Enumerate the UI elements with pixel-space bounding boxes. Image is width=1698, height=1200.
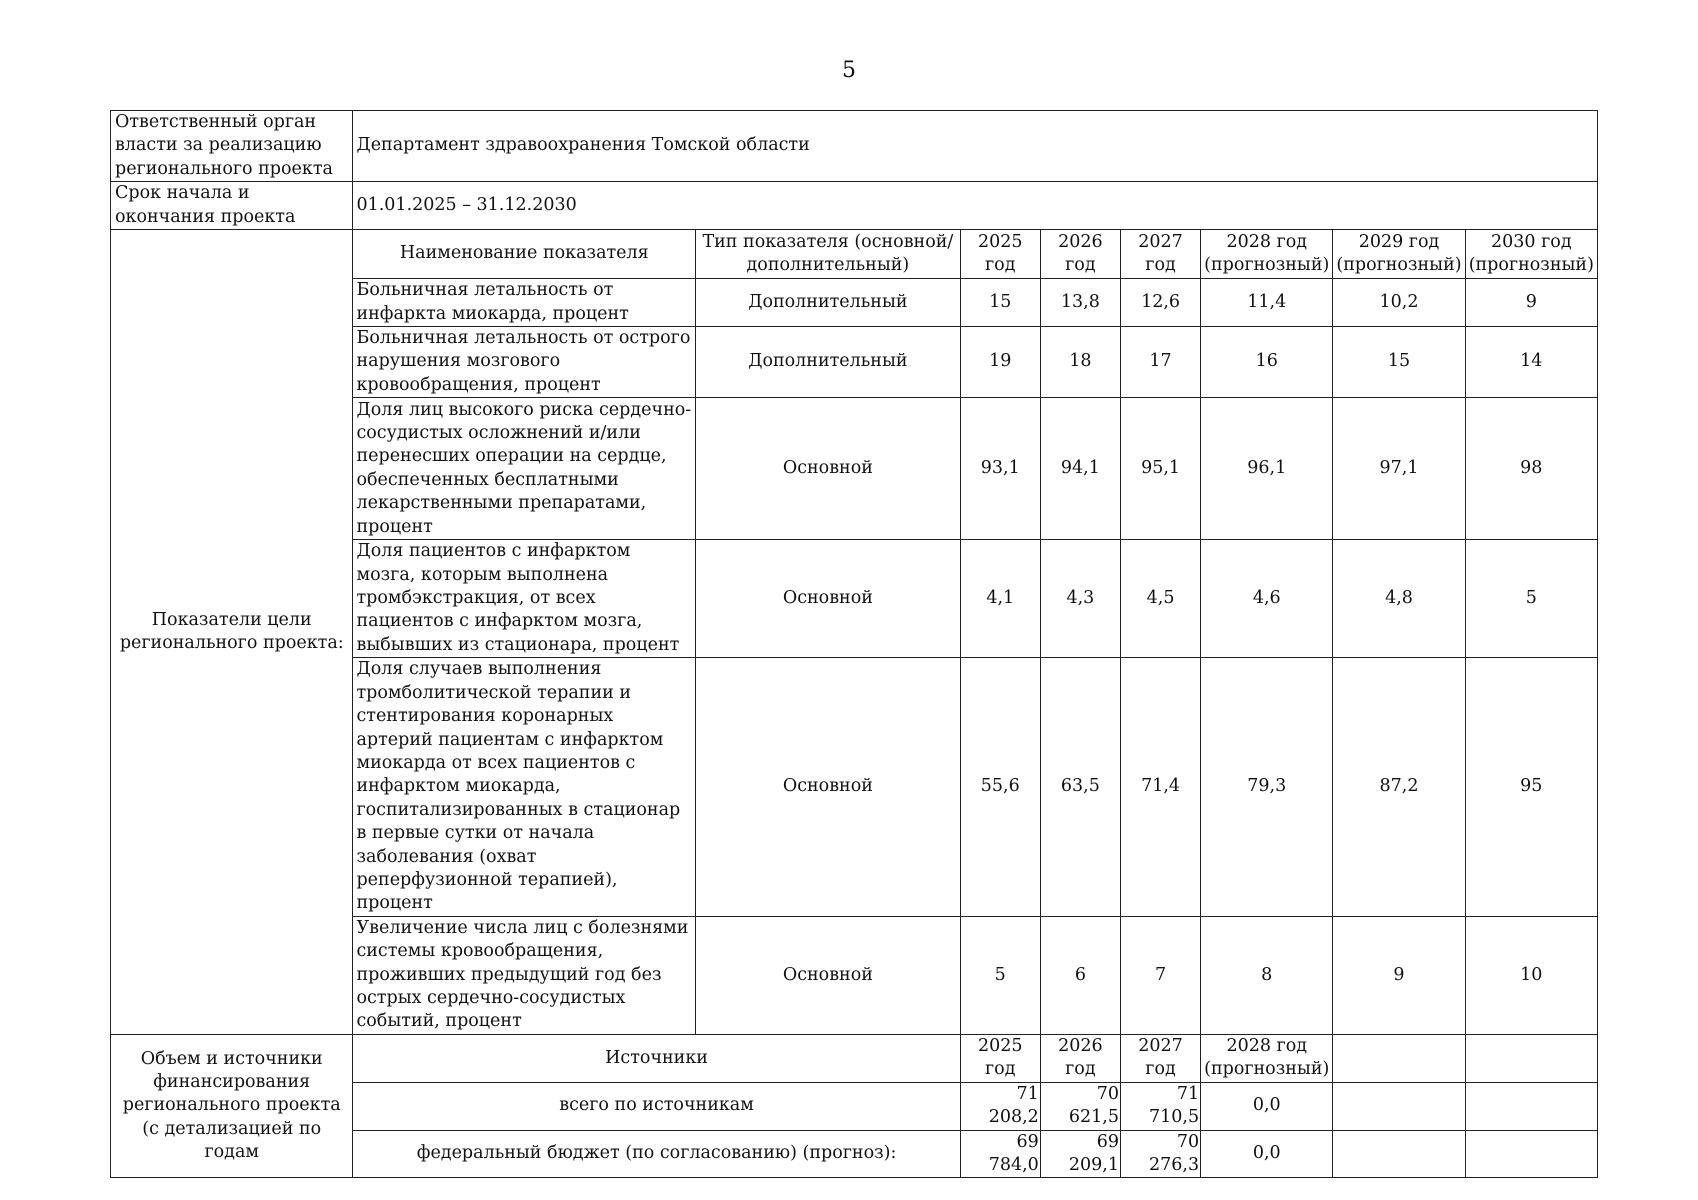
indicator-value-2028: 79,3	[1201, 658, 1333, 916]
fin-header-year-2028: 2028 год (прогнозный)	[1201, 1034, 1333, 1082]
indicator-type: Основной	[696, 916, 961, 1034]
indicator-value-2026: 13,8	[1040, 279, 1120, 327]
header-year-2029: 2029 год (прогнозный)	[1333, 230, 1465, 279]
indicator-value-2027: 17	[1120, 327, 1200, 398]
term-label: Срок начала и окончания проекта	[111, 182, 353, 230]
indicator-value-2028: 11,4	[1201, 279, 1333, 327]
financing-value-2026: 70 621,5	[1040, 1082, 1120, 1130]
indicator-value-2025: 55,6	[960, 658, 1040, 916]
financing-header-row	[111, 1034, 1598, 1082]
indicator-value-2030: 5	[1465, 540, 1597, 658]
indicator-value-2028: 96,1	[1201, 398, 1333, 540]
indicator-value-2027: 95,1	[1120, 398, 1200, 540]
header-year-2025: 2025 год	[960, 230, 1040, 279]
empty-cell	[1333, 1130, 1465, 1178]
indicator-value-2028: 16	[1201, 327, 1333, 398]
header-year-2026: 2026 год	[1040, 230, 1120, 279]
indicator-value-2026: 4,3	[1040, 540, 1120, 658]
indicator-value-2027: 4,5	[1120, 540, 1200, 658]
indicator-name: Увеличение числа лиц с болезнями системы кровообращения, проживших предыдущий год без острых сердечно-сосудистых событий, процент	[353, 916, 696, 1034]
indicator-value-2029: 9	[1333, 916, 1465, 1034]
indicators-header-row	[111, 230, 1598, 279]
indicator-value-2026: 94,1	[1040, 398, 1120, 540]
empty-cell	[1333, 1082, 1465, 1130]
financing-label: Объем и источники финансирования регионального проекта (с детализацией по годам	[111, 1034, 353, 1178]
indicator-value-2028: 4,6	[1201, 540, 1333, 658]
indicator-value-2027: 71,4	[1120, 658, 1200, 916]
indicator-type: Основной	[696, 398, 961, 540]
financing-source: всего по источникам	[353, 1082, 960, 1130]
responsible-label: Ответственный орган власти за реализацию регионального проекта	[111, 111, 353, 182]
financing-value-2028: 0,0	[1201, 1082, 1333, 1130]
indicator-value-2025: 4,1	[960, 540, 1040, 658]
fin-header-year-2027: 2027 год	[1120, 1034, 1200, 1082]
indicator-type: Основной	[696, 658, 961, 916]
term-value: 01.01.2025 – 31.12.2030	[353, 182, 1598, 230]
indicator-name: Больничная летальность от инфаркта миокарда, процент	[353, 279, 696, 327]
fin-header-year-2026: 2026 год	[1040, 1034, 1120, 1082]
page-number: 5	[842, 58, 856, 83]
indicator-value-2029: 10,2	[1333, 279, 1465, 327]
indicator-name: Больничная летальность от острого нарушения мозгового кровообращения, процент	[353, 327, 696, 398]
indicator-value-2026: 63,5	[1040, 658, 1120, 916]
indicator-type: Дополнительный	[696, 279, 961, 327]
indicator-value-2029: 87,2	[1333, 658, 1465, 916]
indicator-value-2025: 5	[960, 916, 1040, 1034]
indicator-value-2029: 97,1	[1333, 398, 1465, 540]
empty-cell	[1333, 1034, 1465, 1082]
header-indicator-type: Тип показателя (основной/дополнительный)	[696, 230, 961, 279]
empty-cell	[1465, 1130, 1597, 1178]
indicator-value-2027: 7	[1120, 916, 1200, 1034]
indicator-type: Дополнительный	[696, 327, 961, 398]
indicator-value-2026: 6	[1040, 916, 1120, 1034]
indicator-value-2030: 10	[1465, 916, 1597, 1034]
financing-value-2027: 70 276,3	[1120, 1130, 1200, 1178]
empty-cell	[1465, 1082, 1597, 1130]
indicator-value-2028: 8	[1201, 916, 1333, 1034]
indicator-value-2027: 12,6	[1120, 279, 1200, 327]
header-sources: Источники	[353, 1034, 960, 1082]
passport-table	[110, 110, 1598, 1178]
financing-value-2026: 69 209,1	[1040, 1130, 1120, 1178]
indicator-value-2029: 15	[1333, 327, 1465, 398]
indicator-value-2025: 15	[960, 279, 1040, 327]
indicator-value-2026: 18	[1040, 327, 1120, 398]
row-responsible	[111, 111, 1598, 182]
header-year-2027: 2027 год	[1120, 230, 1200, 279]
indicator-value-2030: 9	[1465, 279, 1597, 327]
indicator-type: Основной	[696, 540, 961, 658]
header-indicator-name: Наименование показателя	[353, 230, 696, 279]
financing-value-2027: 71 710,5	[1120, 1082, 1200, 1130]
responsible-value: Департамент здравоохранения Томской области	[353, 111, 1598, 182]
indicator-value-2025: 19	[960, 327, 1040, 398]
indicator-value-2029: 4,8	[1333, 540, 1465, 658]
row-term	[111, 182, 1598, 230]
header-year-2028: 2028 год (прогнозный)	[1201, 230, 1333, 279]
financing-value-2025: 69 784,0	[960, 1130, 1040, 1178]
indicator-name: Доля случаев выполнения тромболитической терапии и стентирования коронарных артерий пациентам с инфарктом миокарда от всех пациентов с инфарктом миокарда, госпитализированных в стационар в первые сутки от начала заболевания (охват реперфузионной терапией), процент	[353, 658, 696, 916]
indicator-name: Доля пациентов с инфарктом мозга, которым выполнена тромбэкстракция, от всех пациентов с инфарктом мозга, выбывших из стационара, процент	[353, 540, 696, 658]
indicator-value-2030: 14	[1465, 327, 1597, 398]
financing-source: федеральный бюджет (по согласованию) (прогноз):	[353, 1130, 960, 1178]
indicators-label: Показатели цели регионального проекта:	[111, 230, 353, 1035]
financing-value-2028: 0,0	[1201, 1130, 1333, 1178]
header-year-2030: 2030 год (прогнозный)	[1465, 230, 1597, 279]
fin-header-year-2025: 2025 год	[960, 1034, 1040, 1082]
indicator-value-2030: 95	[1465, 658, 1597, 916]
empty-cell	[1465, 1034, 1597, 1082]
financing-value-2025: 71 208,2	[960, 1082, 1040, 1130]
indicator-value-2030: 98	[1465, 398, 1597, 540]
indicator-value-2025: 93,1	[960, 398, 1040, 540]
indicator-name: Доля лиц высокого риска сердечно-сосудистых осложнений и/или перенесших операции на сердце, обеспеченных бесплатными лекарственными препаратами, процент	[353, 398, 696, 540]
